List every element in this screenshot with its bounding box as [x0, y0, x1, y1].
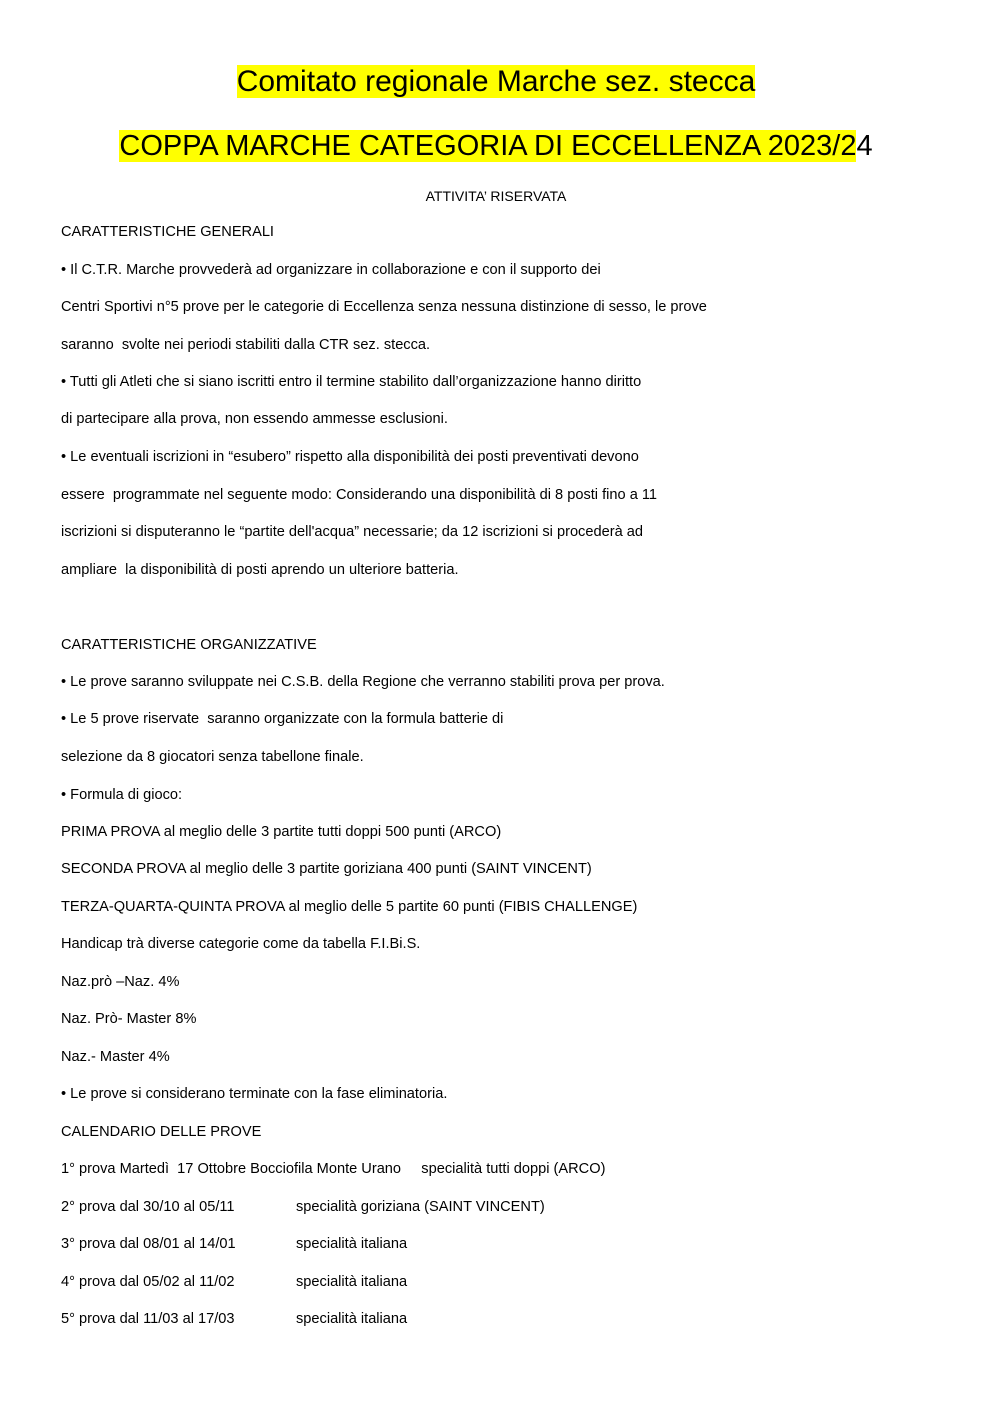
- committee-title-text: Comitato regionale Marche sez. stecca: [236, 65, 756, 98]
- organization-line: • Formula di gioco:: [61, 787, 183, 803]
- calendar-heading: CALENDARIO DELLE PROVE: [61, 1124, 262, 1140]
- calendar-date: 3° prova dal 08/01 al 14/01: [61, 1236, 236, 1252]
- general-line: di partecipare alla prova, non essendo ammesse esclusioni.: [61, 411, 448, 427]
- calendar-specialty: specialità italiana: [296, 1236, 408, 1252]
- organization-line: TERZA-QUARTA-QUINTA PROVA al meglio delle 5 partite 60 punti (FIBIS CHALLENGE): [61, 899, 638, 915]
- general-heading: CARATTERISTICHE GENERALI: [61, 224, 274, 240]
- organization-line: • Le prove si considerano terminate con la fase eliminatoria.: [61, 1086, 448, 1102]
- calendar-row: [61, 1197, 545, 1217]
- calendar-specialty: specialità italiana: [296, 1274, 408, 1290]
- calendar-row: 1° prova Martedì 17 Ottobre Bocciofila Monte Urano specialità tutti doppi (ARCO): [61, 1161, 606, 1177]
- organization-line: • Le 5 prove riservate saranno organizzate con la formula batterie di: [61, 711, 504, 727]
- reserved-activity-subtitle: ATTIVITA’ RISERVATA: [425, 188, 567, 204]
- general-line: • Il C.T.R. Marche provvederà ad organizzare in collaborazione e con il supporto dei: [61, 262, 601, 278]
- calendar-specialty: specialità goriziana (SAINT VINCENT): [296, 1199, 545, 1215]
- general-line: Centri Sportivi n°5 prove per le categorie di Eccellenza senza nessuna distinzione di sesso, le prove: [61, 299, 707, 315]
- organization-heading: CARATTERISTICHE ORGANIZZATIVE: [61, 637, 317, 653]
- calendar-row: [61, 1272, 407, 1292]
- general-line: essere programmate nel seguente modo: Considerando una disponibilità di 8 posti fino a 11: [61, 487, 658, 503]
- organization-line: • Le prove saranno sviluppate nei C.S.B. della Regione che verranno stabiliti prova per prova.: [61, 674, 665, 690]
- organization-line: Naz. Prò- Master 8%: [61, 1011, 197, 1027]
- cup-title-tail: 4: [856, 130, 873, 162]
- organization-line: PRIMA PROVA al meglio delle 3 partite tutti doppi 500 punti (ARCO): [61, 824, 502, 840]
- cup-title-highlighted: COPPA MARCHE CATEGORIA DI ECCELLENZA 2023/2: [119, 130, 857, 162]
- organization-line: Handicap trà diverse categorie come da tabella F.I.Bi.S.: [61, 936, 421, 952]
- organization-line: SECONDA PROVA al meglio delle 3 partite goriziana 400 punti (SAINT VINCENT): [61, 861, 592, 877]
- calendar-date: 2° prova dal 30/10 al 05/11: [61, 1199, 235, 1215]
- organization-line: selezione da 8 giocatori senza tabellone finale.: [61, 749, 364, 765]
- calendar-row: [61, 1309, 407, 1329]
- cup-title: [0, 126, 992, 166]
- calendar-date: 4° prova dal 05/02 al 11/02: [61, 1274, 235, 1290]
- general-line: ampliare la disponibilità di posti aprendo un ulteriore batteria.: [61, 562, 459, 578]
- general-line: saranno svolte nei periodi stabiliti dalla CTR sez. stecca.: [61, 337, 431, 353]
- organization-line: Naz.- Master 4%: [61, 1049, 170, 1065]
- general-line: iscrizioni si disputeranno le “partite dell'acqua” necessarie; da 12 iscrizioni si procederà ad: [61, 524, 643, 540]
- general-line: • Le eventuali iscrizioni in “esubero” rispetto alla disponibilità dei posti preventivati devono: [61, 449, 639, 465]
- general-line: • Tutti gli Atleti che si siano iscritti entro il termine stabilito dall’organizzazione hanno diritto: [61, 374, 642, 390]
- committee-title: [0, 62, 992, 102]
- calendar-specialty: specialità italiana: [296, 1311, 408, 1327]
- organization-line: Naz.prò –Naz. 4%: [61, 974, 180, 990]
- calendar-date: 5° prova dal 11/03 al 17/03: [61, 1311, 235, 1327]
- calendar-row: [61, 1234, 407, 1254]
